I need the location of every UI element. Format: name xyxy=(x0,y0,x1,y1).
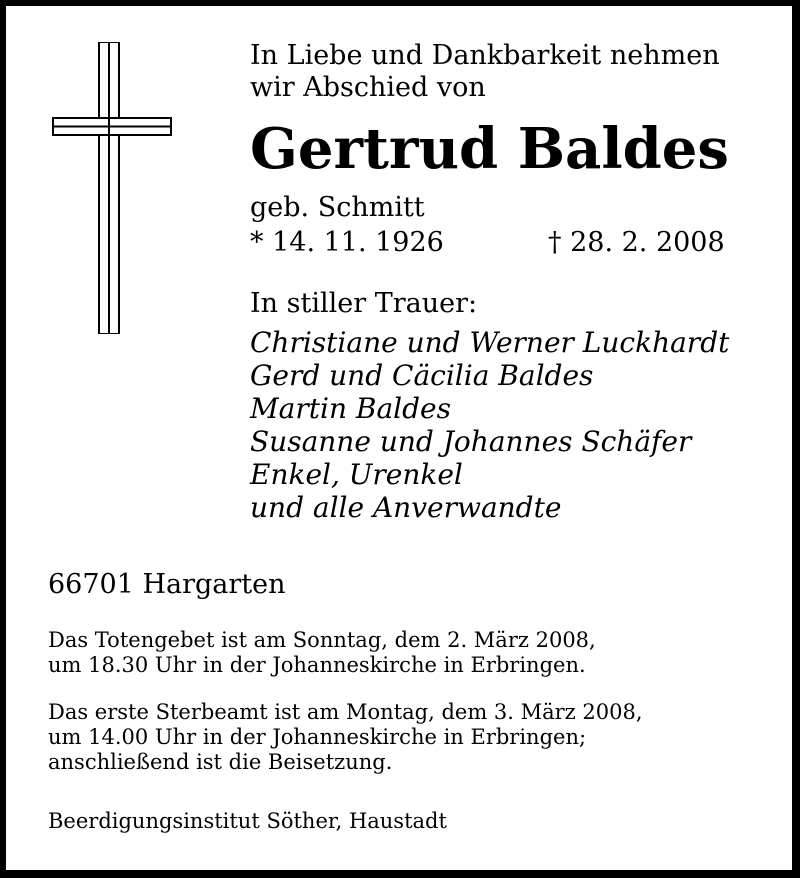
birth-date: * 14. 11. 1926 xyxy=(250,227,444,258)
service-line: anschließend ist die Beisetzung. xyxy=(48,750,393,774)
mourner-entry: Gerd und Cäcilia Baldes xyxy=(250,359,594,392)
intro-text xyxy=(250,40,720,104)
mourner-entry: Martin Baldes xyxy=(250,392,451,425)
service-line: um 18.30 Uhr in der Johanneskirche in Erbringen. xyxy=(48,653,586,677)
requiem-mass-info xyxy=(48,700,643,775)
mourner-entry: Christiane und Werner Luckhardt xyxy=(250,326,730,359)
funeral-home: Beerdigungsinstitut Söther, Haustadt xyxy=(48,809,447,833)
service-line: Das erste Sterbeamt ist am Montag, dem 3. März 2008, xyxy=(48,700,643,724)
maiden-name: geb. Schmitt xyxy=(250,192,425,223)
intro-line: In Liebe und Dankbarkeit nehmen xyxy=(250,40,720,71)
mourner-entry: Susanne und Johannes Schäfer xyxy=(250,425,692,458)
mourners-heading: In stiller Trauer: xyxy=(250,288,478,319)
place-of-residence: 66701 Hargarten xyxy=(48,569,286,600)
mourner-entry: und alle Anverwandte xyxy=(250,491,562,524)
mourner-entry: Enkel, Urenkel xyxy=(250,458,463,491)
intro-line: wir Abschied von xyxy=(250,72,486,103)
obituary-notice xyxy=(6,6,792,870)
death-date: † 28. 2. 2008 xyxy=(548,227,725,258)
mourners-list xyxy=(250,326,729,524)
deceased-name: Gertrud Baldes xyxy=(250,116,729,182)
prayer-service-info xyxy=(48,628,596,678)
cross-icon xyxy=(52,42,172,334)
service-line: um 14.00 Uhr in der Johanneskirche in Erbringen; xyxy=(48,725,587,749)
service-line: Das Totengebet ist am Sonntag, dem 2. März 2008, xyxy=(48,628,596,652)
